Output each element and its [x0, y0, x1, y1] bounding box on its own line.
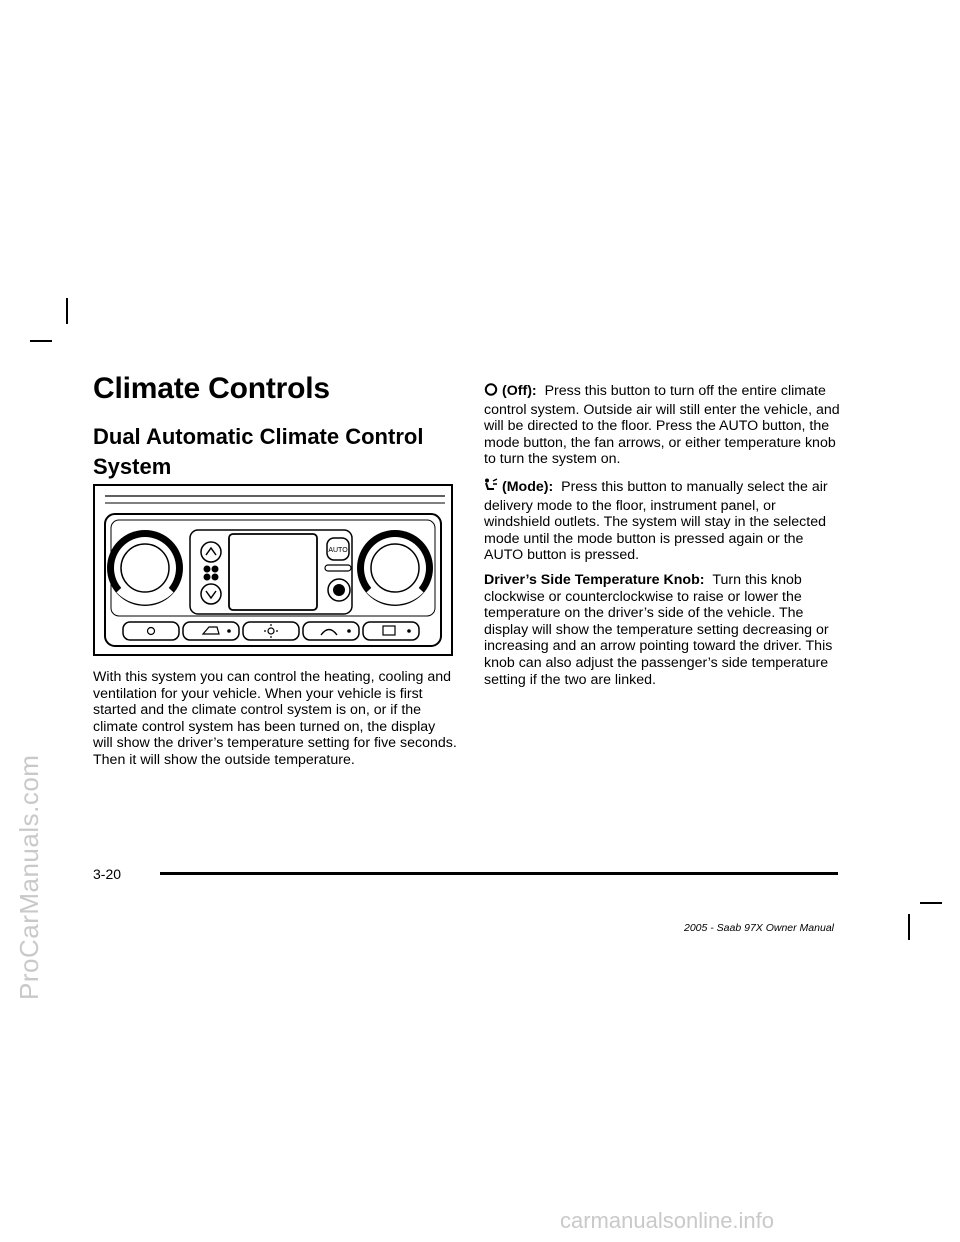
knob-description: Turn this knob clockwise or counterclockwise to raise or lower the temperature on the driver’s side of the vehicle. The display will show the temperature setting decreasing or increasing and an arrow pointing toward the driver. This knob can also adjust the passenger’s side temperature setting if the two are linked.	[484, 572, 833, 688]
mode-label: (Mode):	[502, 479, 554, 495]
page-number: 3-20	[93, 866, 122, 882]
passenger-temperature-knob	[357, 530, 433, 606]
mode-seat-icon	[484, 478, 498, 498]
crop-mark-vertical-bottom	[908, 914, 910, 940]
climate-control-panel-illustration	[95, 486, 451, 654]
off-description: Press this button to turn off the entire climate control system. Outside air will still enter the vehicle, and will be directed to the floor. Press the AUTO button, the mode button, the fan arrows, or either temperature knob to turn the system on.	[484, 383, 840, 468]
knob-label: Driver’s Side Temperature Knob:	[484, 572, 705, 588]
bottom-button-row	[123, 622, 419, 640]
crop-mark-horizontal-bottom	[920, 902, 942, 904]
knob-paragraph	[484, 572, 844, 688]
section-title: Dual Automatic Climate Control System	[93, 424, 424, 479]
off-label: (Off):	[502, 383, 537, 399]
fan-icon	[204, 566, 219, 581]
watermark-bottom: carmanualsonline.info	[560, 1208, 775, 1233]
page-title: Climate Controls	[93, 372, 330, 405]
driver-temperature-knob	[107, 530, 183, 606]
intro-paragraph: With this system you can control the heating, cooling and ventilation for your vehicle. When your vehicle is first started and the climate control system is on, or if the climate control system has been turned on, the display will show the driver’s temperature setting for five seconds. Then it will show the outside temperature.	[93, 669, 457, 768]
crop-mark-horizontal-top	[30, 340, 52, 342]
watermark-side: ProCarManuals.com	[14, 754, 44, 1000]
mode-description: Press this button to manually select the air delivery mode to the floor, instrument panel, or windshield outlets. The system will stay in the selected mode until the mode button is pressed again or the AUTO button is pressed.	[484, 479, 828, 564]
footer-rule	[160, 872, 838, 875]
crop-mark-vertical-top	[66, 298, 68, 324]
auto-button-label: AUTO	[328, 547, 348, 554]
off-circle-icon	[484, 382, 498, 402]
manual-title: 2005 - Saab 97X Owner Manual	[683, 922, 834, 934]
off-paragraph	[484, 382, 844, 468]
climate-control-panel-figure	[93, 484, 453, 656]
mode-paragraph	[484, 478, 844, 564]
